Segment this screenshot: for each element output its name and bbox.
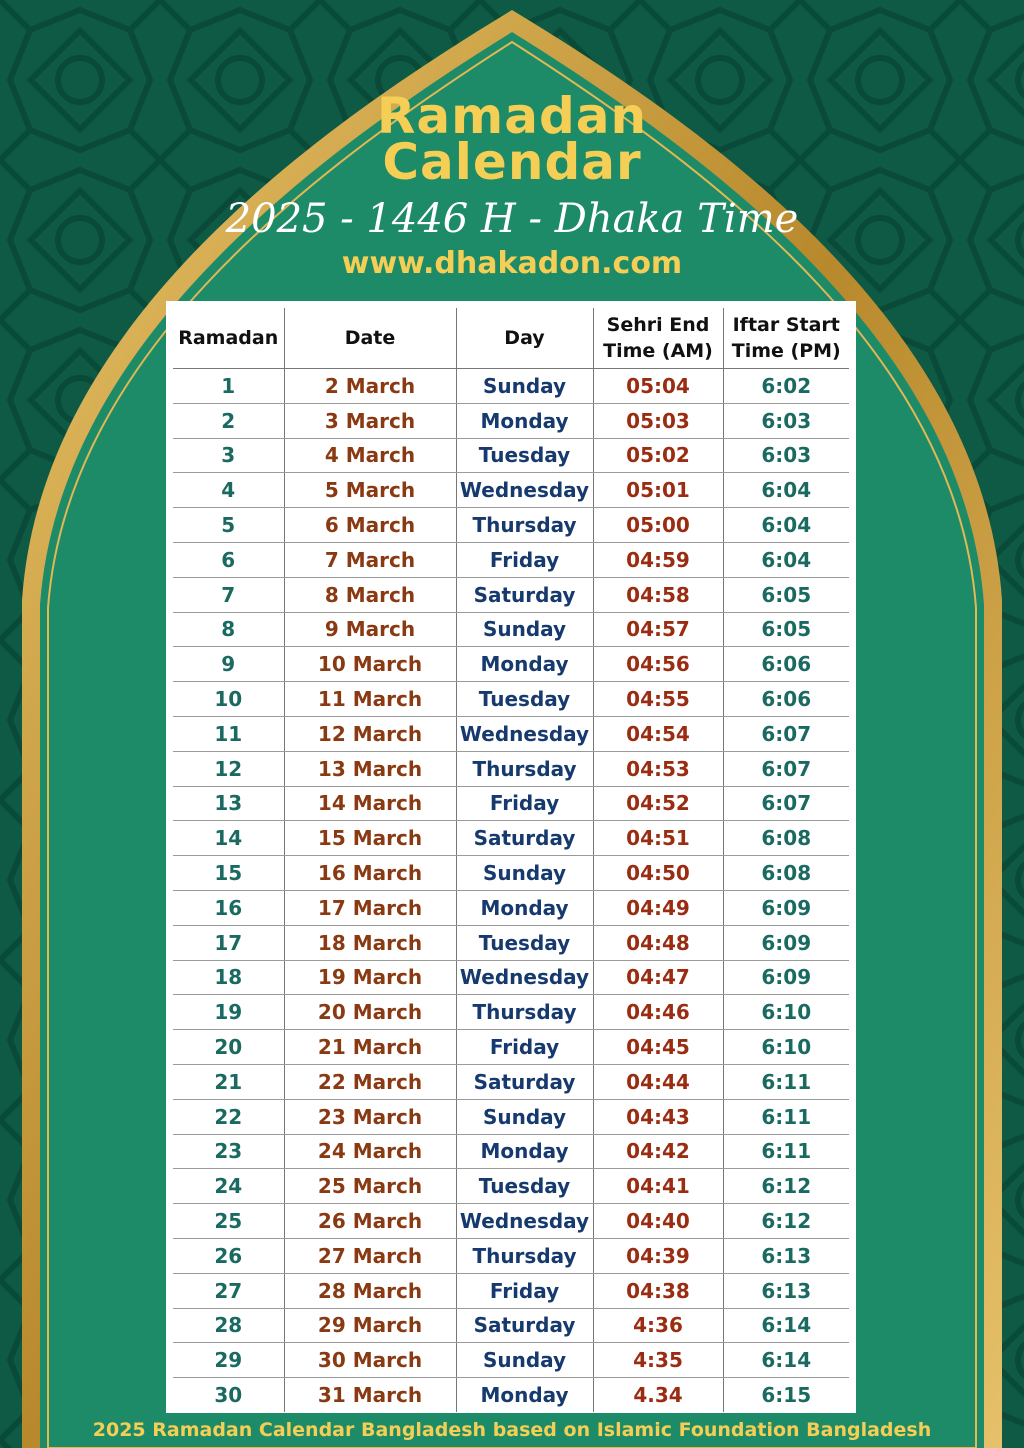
iftar-time-cell: 6:06 <box>723 682 849 717</box>
ramadan-day-cell: 14 <box>173 821 284 856</box>
sehri-time-cell: 04:43 <box>593 1099 723 1134</box>
iftar-time-cell: 6:08 <box>723 821 849 856</box>
ramadan-day-cell: 4 <box>173 473 284 508</box>
iftar-time-cell: 6:09 <box>723 960 849 995</box>
iftar-time-cell: 6:07 <box>723 716 849 751</box>
ramadan-day-cell: 15 <box>173 856 284 891</box>
ramadan-day-cell: 22 <box>173 1099 284 1134</box>
iftar-time-cell: 6:10 <box>723 995 849 1030</box>
ramadan-day-cell: 5 <box>173 508 284 543</box>
iftar-time-cell: 6:04 <box>723 473 849 508</box>
date-cell: 5 March <box>284 473 456 508</box>
sehri-time-cell: 05:01 <box>593 473 723 508</box>
iftar-time-cell: 6:12 <box>723 1169 849 1204</box>
ramadan-day-cell: 21 <box>173 1064 284 1099</box>
iftar-time-cell: 6:14 <box>723 1343 849 1378</box>
weekday-cell: Friday <box>456 786 593 821</box>
column-header-sehri: Sehri End Time (AM) <box>593 308 723 369</box>
weekday-cell: Tuesday <box>456 925 593 960</box>
ramadan-day-cell: 12 <box>173 751 284 786</box>
sehri-time-cell: 04:38 <box>593 1273 723 1308</box>
ramadan-day-cell: 26 <box>173 1238 284 1273</box>
table-row <box>173 751 849 786</box>
sehri-time-cell: 04:47 <box>593 960 723 995</box>
table-row <box>173 508 849 543</box>
sehri-time-cell: 04:59 <box>593 542 723 577</box>
table-row <box>173 1378 849 1412</box>
table-row <box>173 577 849 612</box>
sehri-time-cell: 05:04 <box>593 369 723 404</box>
iftar-time-cell: 6:04 <box>723 542 849 577</box>
iftar-time-cell: 6:07 <box>723 786 849 821</box>
table-row <box>173 1343 849 1378</box>
table-row <box>173 647 849 682</box>
sehri-time-cell: 05:02 <box>593 438 723 473</box>
ramadan-day-cell: 6 <box>173 542 284 577</box>
table-row <box>173 473 849 508</box>
weekday-cell: Thursday <box>456 508 593 543</box>
column-header-ramadan: Ramadan <box>173 308 284 369</box>
iftar-time-cell: 6:03 <box>723 403 849 438</box>
weekday-cell: Sunday <box>456 369 593 404</box>
date-cell: 31 March <box>284 1378 456 1412</box>
date-cell: 9 March <box>284 612 456 647</box>
ramadan-day-cell: 29 <box>173 1343 284 1378</box>
date-cell: 7 March <box>284 542 456 577</box>
weekday-cell: Wednesday <box>456 1204 593 1239</box>
date-cell: 13 March <box>284 751 456 786</box>
ramadan-day-cell: 25 <box>173 1204 284 1239</box>
date-cell: 21 March <box>284 1030 456 1065</box>
table-row <box>173 1204 849 1239</box>
weekday-cell: Sunday <box>456 1099 593 1134</box>
date-cell: 19 March <box>284 960 456 995</box>
weekday-cell: Friday <box>456 1030 593 1065</box>
sehri-time-cell: 4:35 <box>593 1343 723 1378</box>
sehri-time-cell: 04:48 <box>593 925 723 960</box>
weekday-cell: Saturday <box>456 577 593 612</box>
ramadan-day-cell: 16 <box>173 890 284 925</box>
sehri-time-cell: 4:36 <box>593 1308 723 1343</box>
column-header-date: Date <box>284 308 456 369</box>
ramadan-day-cell: 23 <box>173 1134 284 1169</box>
table-row <box>173 1099 849 1134</box>
iftar-time-cell: 6:03 <box>723 438 849 473</box>
sehri-time-cell: 04:49 <box>593 890 723 925</box>
ramadan-day-cell: 27 <box>173 1273 284 1308</box>
weekday-cell: Thursday <box>456 995 593 1030</box>
iftar-time-cell: 6:05 <box>723 577 849 612</box>
sehri-time-cell: 04:41 <box>593 1169 723 1204</box>
table-body <box>173 369 849 1412</box>
weekday-cell: Tuesday <box>456 438 593 473</box>
ramadan-day-cell: 17 <box>173 925 284 960</box>
weekday-cell: Thursday <box>456 751 593 786</box>
iftar-time-cell: 6:09 <box>723 925 849 960</box>
ramadan-day-cell: 28 <box>173 1308 284 1343</box>
date-cell: 2 March <box>284 369 456 404</box>
weekday-cell: Saturday <box>456 821 593 856</box>
ramadan-day-cell: 9 <box>173 647 284 682</box>
ramadan-day-cell: 1 <box>173 369 284 404</box>
iftar-time-cell: 6:12 <box>723 1204 849 1239</box>
table-row <box>173 856 849 891</box>
weekday-cell: Sunday <box>456 1343 593 1378</box>
table-row <box>173 1169 849 1204</box>
date-cell: 25 March <box>284 1169 456 1204</box>
weekday-cell: Wednesday <box>456 960 593 995</box>
table-row <box>173 369 849 404</box>
date-cell: 16 March <box>284 856 456 891</box>
weekday-cell: Monday <box>456 1378 593 1412</box>
ramadan-day-cell: 24 <box>173 1169 284 1204</box>
sehri-time-cell: 04:54 <box>593 716 723 751</box>
weekday-cell: Saturday <box>456 1308 593 1343</box>
date-cell: 4 March <box>284 438 456 473</box>
ramadan-calendar-table <box>173 308 849 1412</box>
table-row <box>173 438 849 473</box>
table-row <box>173 716 849 751</box>
date-cell: 20 March <box>284 995 456 1030</box>
table-row <box>173 995 849 1030</box>
footer-note: 2025 Ramadan Calendar Bangladesh based on Islamic Foundation Bangladesh <box>92 1419 932 1441</box>
weekday-cell: Friday <box>456 542 593 577</box>
sehri-time-cell: 04:52 <box>593 786 723 821</box>
date-cell: 15 March <box>284 821 456 856</box>
date-cell: 6 March <box>284 508 456 543</box>
column-header-iftar: Iftar Start Time (PM) <box>723 308 849 369</box>
iftar-time-cell: 6:11 <box>723 1099 849 1134</box>
ramadan-day-cell: 3 <box>173 438 284 473</box>
ramadan-day-cell: 20 <box>173 1030 284 1065</box>
iftar-time-cell: 6:13 <box>723 1238 849 1273</box>
table-row <box>173 890 849 925</box>
website-link[interactable]: www.dhakadon.com <box>341 246 683 281</box>
iftar-time-cell: 6:11 <box>723 1064 849 1099</box>
sehri-time-cell: 04:44 <box>593 1064 723 1099</box>
weekday-cell: Monday <box>456 890 593 925</box>
sehri-time-cell: 04:46 <box>593 995 723 1030</box>
table-row <box>173 1238 849 1273</box>
iftar-time-cell: 6:14 <box>723 1308 849 1343</box>
weekday-cell: Monday <box>456 1134 593 1169</box>
weekday-cell: Monday <box>456 403 593 438</box>
iftar-time-cell: 6:11 <box>723 1134 849 1169</box>
date-cell: 24 March <box>284 1134 456 1169</box>
weekday-cell: Sunday <box>456 612 593 647</box>
ramadan-day-cell: 18 <box>173 960 284 995</box>
weekday-cell: Wednesday <box>456 716 593 751</box>
weekday-cell: Thursday <box>456 1238 593 1273</box>
weekday-cell: Friday <box>456 1273 593 1308</box>
iftar-time-cell: 6:02 <box>723 369 849 404</box>
ramadan-day-cell: 10 <box>173 682 284 717</box>
ramadan-day-cell: 11 <box>173 716 284 751</box>
weekday-cell: Tuesday <box>456 682 593 717</box>
sehri-time-cell: 04:56 <box>593 647 723 682</box>
iftar-time-cell: 6:05 <box>723 612 849 647</box>
table-row <box>173 1308 849 1343</box>
table-row <box>173 925 849 960</box>
table-row <box>173 1134 849 1169</box>
sehri-time-cell: 04:40 <box>593 1204 723 1239</box>
weekday-cell: Tuesday <box>456 1169 593 1204</box>
table-row <box>173 960 849 995</box>
date-cell: 10 March <box>284 647 456 682</box>
iftar-time-cell: 6:04 <box>723 508 849 543</box>
sehri-time-cell: 05:00 <box>593 508 723 543</box>
date-cell: 27 March <box>284 1238 456 1273</box>
page-subtitle: 2025 - 1446 H - Dhaka Time <box>225 196 799 242</box>
weekday-cell: Wednesday <box>456 473 593 508</box>
sehri-time-cell: 04:55 <box>593 682 723 717</box>
date-cell: 11 March <box>284 682 456 717</box>
date-cell: 12 March <box>284 716 456 751</box>
table-row <box>173 612 849 647</box>
date-cell: 29 March <box>284 1308 456 1343</box>
sehri-time-cell: 04:45 <box>593 1030 723 1065</box>
date-cell: 26 March <box>284 1204 456 1239</box>
sehri-time-cell: 04:57 <box>593 612 723 647</box>
page-title-line2: Calendar <box>382 133 642 191</box>
weekday-cell: Monday <box>456 647 593 682</box>
date-cell: 8 March <box>284 577 456 612</box>
column-header-day: Day <box>456 308 593 369</box>
iftar-time-cell: 6:09 <box>723 890 849 925</box>
sehri-time-cell: 04:39 <box>593 1238 723 1273</box>
date-cell: 17 March <box>284 890 456 925</box>
date-cell: 22 March <box>284 1064 456 1099</box>
table-row <box>173 1030 849 1065</box>
table-header-row <box>173 308 849 369</box>
iftar-time-cell: 6:08 <box>723 856 849 891</box>
sehri-time-cell: 04:53 <box>593 751 723 786</box>
date-cell: 14 March <box>284 786 456 821</box>
sehri-time-cell: 05:03 <box>593 403 723 438</box>
ramadan-day-cell: 8 <box>173 612 284 647</box>
date-cell: 23 March <box>284 1099 456 1134</box>
sehri-time-cell: 04:50 <box>593 856 723 891</box>
table-row <box>173 542 849 577</box>
table-row <box>173 1273 849 1308</box>
iftar-time-cell: 6:10 <box>723 1030 849 1065</box>
weekday-cell: Sunday <box>456 856 593 891</box>
weekday-cell: Saturday <box>456 1064 593 1099</box>
date-cell: 28 March <box>284 1273 456 1308</box>
sehri-time-cell: 04:42 <box>593 1134 723 1169</box>
ramadan-day-cell: 13 <box>173 786 284 821</box>
iftar-time-cell: 6:07 <box>723 751 849 786</box>
iftar-time-cell: 6:13 <box>723 1273 849 1308</box>
table-row <box>173 1064 849 1099</box>
ramadan-day-cell: 19 <box>173 995 284 1030</box>
ramadan-day-cell: 2 <box>173 403 284 438</box>
date-cell: 3 March <box>284 403 456 438</box>
table-row <box>173 682 849 717</box>
iftar-time-cell: 6:15 <box>761 1383 812 1407</box>
iftar-time-cell: 6:06 <box>723 647 849 682</box>
sehri-time-cell: 4.34 <box>593 1378 723 1412</box>
date-cell: 30 March <box>284 1343 456 1378</box>
ramadan-day-cell: 30 <box>173 1378 284 1412</box>
table-row <box>173 403 849 438</box>
sehri-time-cell: 04:58 <box>593 577 723 612</box>
table-row <box>173 786 849 821</box>
ramadan-day-cell: 7 <box>173 577 284 612</box>
date-cell: 18 March <box>284 925 456 960</box>
table-row <box>173 821 849 856</box>
page-title-line1: Ramadan <box>376 87 648 145</box>
sehri-time-cell: 04:51 <box>593 821 723 856</box>
calendar-table-panel <box>166 301 856 1413</box>
